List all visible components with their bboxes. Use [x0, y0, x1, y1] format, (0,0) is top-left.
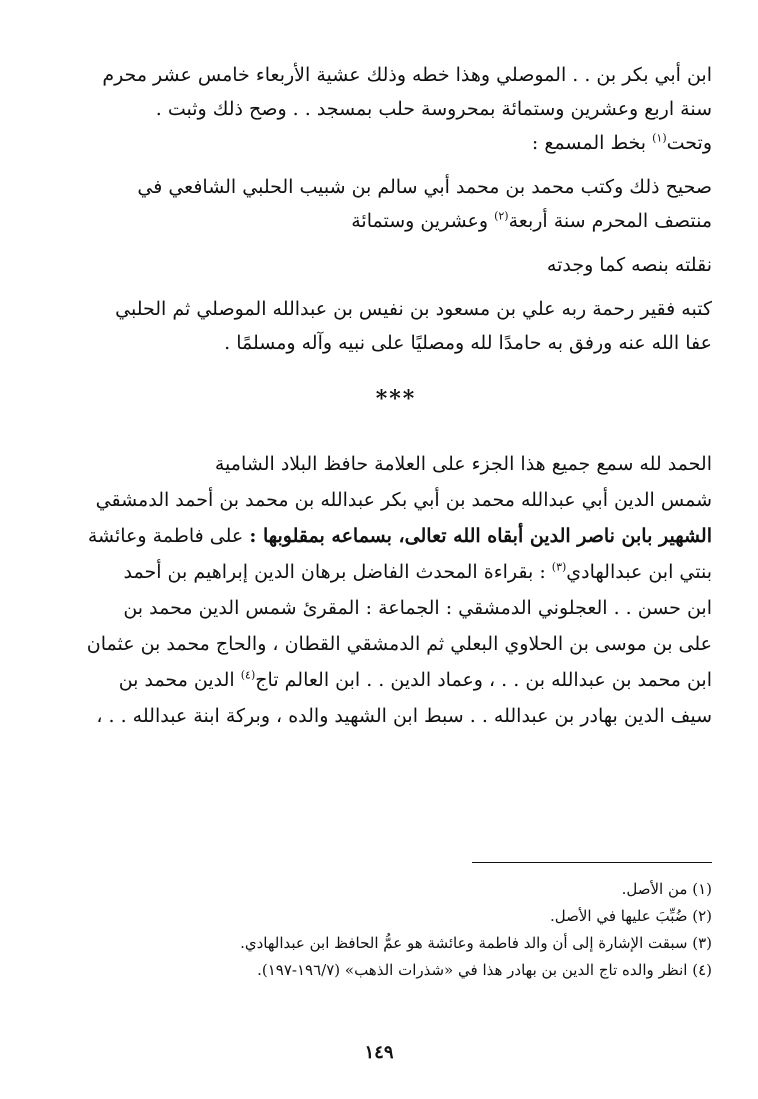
paragraph-3-line-2-start: منتصف المحرم سنة أربعة — [508, 210, 712, 232]
section-2-line-4 — [80, 554, 712, 590]
page-number: ١٤٩ — [364, 1042, 394, 1063]
paragraph-1-line-2: سنة اربع وعشرين وستمائة بمحروسة حلب بمسجد . . وصح ذلك وثبت . — [155, 98, 712, 120]
paragraph-3-line-2-end: وعشرين وستمائة — [351, 210, 495, 232]
footnotes — [80, 876, 712, 984]
section-2-line-4-start: بنتي ابن عبدالهادي — [566, 561, 712, 583]
section-2-line-3-bold: الشهير بابن ناصر الدين أبقاه الله تعالى، بسماعه بمقلوبها : — [249, 525, 712, 547]
footnote-4: (٤) انظر والده تاج الدين بن بهادر هذا في «شذرات الذهب» (١٩٦/٧-١٩٧). — [257, 961, 712, 979]
footnote-1: (١) من الأصل. — [621, 880, 712, 898]
footnote-3: (٣) سبقت الإشارة إلى أن والد فاطمة وعائشة هو عمُّ الحافظ ابن عبدالهادي. — [240, 934, 712, 952]
footnote-divider — [472, 862, 712, 863]
paragraph-3-line-2 — [80, 204, 712, 238]
section-2-line-5: ابن حسن . . العجلوني الدمشقي : الجماعة : المقرئ شمس الدين محمد بن — [123, 597, 712, 619]
paragraph-4: نقلته بنصه كما وجدته — [546, 254, 712, 276]
section-2-line-2: شمس الدين أبي عبدالله محمد بن أبي بكر عبدالله بن محمد بن أحمد الدمشقي — [95, 489, 712, 511]
section-2-line-1: الحمد لله سمع جميع هذا الجزء على العلامة حافظ البلاد الشامية — [214, 453, 712, 475]
section-2-line-3 — [80, 518, 712, 554]
section-2-line-7 — [80, 662, 712, 698]
section-2-line-4-end: : بقراءة المحدث الفاضل برهان الدين إبراهيم بن أحمد — [123, 561, 552, 583]
section-separator: *** — [375, 386, 417, 412]
paragraph-2-text-end: بخط المسمع : — [531, 132, 653, 154]
paragraph-5-line-1: كتبه فقير رحمة ربه علي بن مسعود بن نفيس بن عبدالله الموصلي ثم الحلبي — [115, 298, 712, 320]
paragraph-3-line-1: صحيح ذلك وكتب محمد بن محمد أبي سالم بن شبيب الحلبي الشافعي في — [137, 176, 712, 198]
footnote-2: (٢) ضُبِّبَ عليها في الأصل. — [549, 907, 712, 925]
section-2-line-8: سيف الدين بهادر بن عبدالله . . سبط ابن الشهيد والده ، وبركة ابنة عبدالله . . ، — [96, 705, 712, 727]
section-2-line-7-start: ابن محمد بن عبدالله بن . . ، وعماد الدين . . ابن العالم تاج — [255, 669, 712, 691]
section-2-line-3-rest: على فاطمة وعائشة — [87, 525, 250, 547]
paragraph-1-line-1: ابن أبي بكر بن . . الموصلي وهذا خطه وذلك عشية الأربعاء خامس عشر محرم — [102, 64, 712, 86]
section-2-line-7-end: الدين محمد بن — [118, 669, 241, 691]
section-2-line-6: على بن موسى بن الحلاوي البعلي ثم الدمشقي القطان ، والحاج محمد بن عثمان — [86, 633, 712, 655]
footnote-ref-1[interactable]: (١) — [652, 131, 667, 145]
paragraph-2 — [80, 126, 712, 160]
paragraph-5-line-2: عفا الله عنه ورفق به حامدًا لله ومصليًا على نبيه وآله ومسلمًا . — [224, 332, 712, 354]
paragraph-2-text-start: وتحت — [666, 132, 712, 154]
footnote-ref-2[interactable]: (٢) — [494, 209, 509, 223]
footnote-ref-4[interactable]: (٤) — [240, 668, 256, 682]
main-text — [80, 58, 712, 734]
section-2 — [80, 446, 712, 734]
footnote-ref-3[interactable]: (٣) — [551, 560, 567, 574]
